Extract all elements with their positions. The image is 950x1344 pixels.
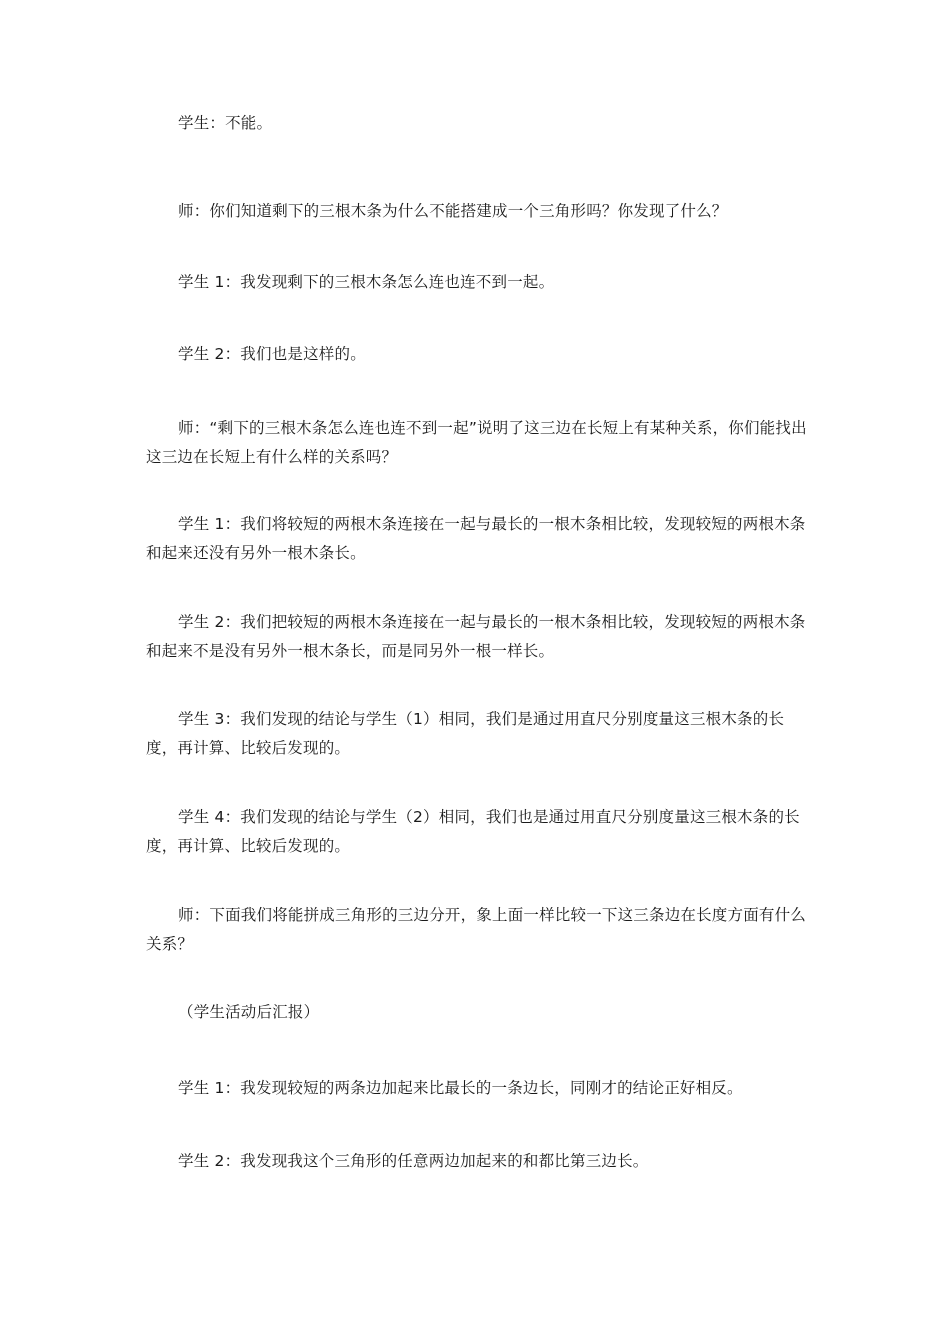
paragraph-teacher-instruction: 师：下面我们将能拼成三角形的三边分开，象上面一样比较一下这三条边在长度方面有什么关系？ [146, 906, 807, 953]
paragraph-student3-finding: 学生 3：我们发现的结论与学生（1）相同，我们是通过用直尺分别度量这三根木条的长度，再计算、比较后发现的。 [146, 710, 785, 757]
paragraph-teacher-question: 师：你们知道剩下的三根木条为什么不能搭建成一个三角形吗？你发现了什么？ [178, 202, 728, 220]
paragraph-student2-report: 学生 2：我发现我这个三角形的任意两边加起来的和都比第三边长。 [178, 1152, 649, 1170]
paragraph-student2-finding: 学生 2：我们把较短的两根木条连接在一起与最长的一根木条相比较，发现较短的两根木条和起来不是没有另外一根木条长，而是同另外一根一样长。 [146, 613, 806, 660]
paragraph-student-cannot: 学生：不能。 [178, 114, 273, 132]
paragraph-student1-finding: 学生 1：我们将较短的两根木条连接在一起与最长的一根木条相比较，发现较短的两根木条和起来还没有另外一根木条长。 [146, 515, 806, 562]
paragraph-student4-finding: 学生 4：我们发现的结论与学生（2）相同，我们也是通过用直尺分别度量这三根木条的长度，再计算、比较后发现的。 [146, 808, 800, 855]
paragraph-activity-note: （学生活动后汇报） [178, 1003, 320, 1021]
paragraph-student1-answer: 学生 1：我发现剩下的三根木条怎么连也连不到一起。 [178, 273, 555, 291]
paragraph-student2-answer: 学生 2：我们也是这样的。 [178, 345, 366, 363]
paragraph-teacher-relation-question: 师：“剩下的三根木条怎么连也连不到一起”说明了这三边在长短上有某种关系，你们能找出这三边在长短上有什么样的关系吗？ [146, 419, 807, 466]
paragraph-student1-report: 学生 1：我发现较短的两条边加起来比最长的一条边长，同刚才的结论正好相反。 [178, 1079, 743, 1097]
